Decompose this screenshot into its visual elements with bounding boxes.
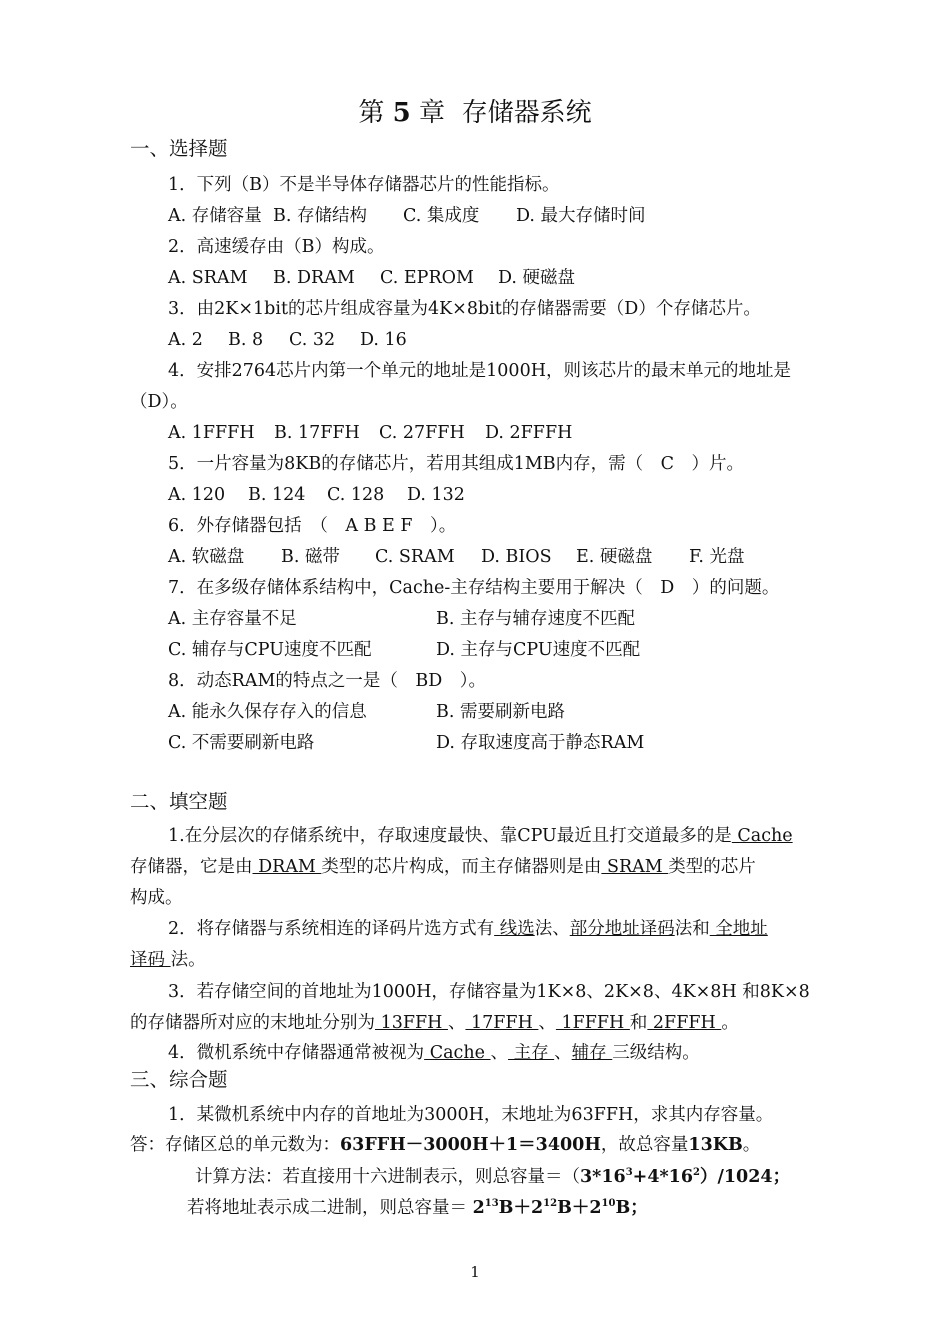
question-2-options (168, 266, 575, 290)
text: 。 (721, 1013, 739, 1033)
question-4-continued: （D）。 (130, 392, 188, 412)
answer-capacity: 13KB (688, 1135, 743, 1155)
answer-blank: 译码 (130, 950, 171, 970)
question-7: 7．在多级存储体系结构中，Cache-主存结构主要用于解决（ D ）的问题。 (168, 578, 780, 598)
section-heading-comprehensive: 三、综合题 (130, 1068, 228, 1091)
question-8-option-b: B. 需要刷新电路 (436, 702, 565, 722)
option: B. 17FFH (274, 423, 360, 443)
answer-blank: 2FFFH (647, 1013, 722, 1033)
option: B. 存储结构 (273, 206, 367, 226)
fill-1-line-2 (130, 855, 756, 879)
answer-blank: 1FFFH (555, 1013, 630, 1033)
option: A. SRAM (168, 268, 248, 288)
answer-blank: 主存 (508, 1043, 555, 1063)
text: 法和 (674, 919, 710, 939)
option: D. 132 (407, 485, 465, 505)
fill-3-line-1: 3．若存储空间的首地址为1000H，存储容量为1K×8、2K×8、4K×8H 和8K×8 (168, 982, 810, 1002)
comprehensive-question-1: 1．某微机系统中内存的首地址为3000H，末地址为63FFH，求其内存容量。 (168, 1105, 774, 1125)
question-5-options (168, 483, 465, 507)
title-chapter-number: 5 (392, 98, 411, 128)
option: B. 124 (248, 485, 306, 505)
option: E. 硬磁盘 (576, 547, 653, 567)
page-title (0, 96, 950, 130)
question-8-option-d: D. 存取速度高于静态RAM (436, 733, 645, 753)
question-3: 3．由2K×1bit的芯片组成容量为4K×8bit的存储器需要（D）个存储芯片。 (168, 299, 761, 319)
answer-blank: Cache (731, 826, 793, 846)
answer-blank: 13FFH (375, 1013, 448, 1033)
text: 存储器，它是由 (130, 857, 253, 877)
formula: ）/1024 (699, 1167, 773, 1187)
answer-blank: Cache (424, 1043, 491, 1063)
answer-blank: 全地址 (709, 919, 768, 939)
question-8-option-a: A. 能永久保存存入的信息 (168, 702, 367, 722)
option: D. 最大存储时间 (516, 206, 646, 226)
question-8-option-c: C. 不需要刷新电路 (168, 733, 315, 753)
title-prefix: 第 (358, 98, 385, 128)
option: C. 128 (327, 485, 385, 505)
answer-blank: 线选 (494, 919, 535, 939)
text: 4．微机系统中存储器通常被视为 (168, 1043, 425, 1063)
option: C. EPROM (380, 268, 474, 288)
formula: B＋2 (557, 1198, 602, 1218)
exponent: 12 (543, 1198, 558, 1210)
option: A. 软磁盘 (168, 547, 245, 567)
page-number: 1 (470, 1263, 480, 1281)
section-heading-fill: 二、填空题 (130, 790, 228, 813)
answer-blank: SRAM (601, 857, 669, 877)
exponent: 3 (625, 1167, 633, 1179)
question-1-options (168, 204, 646, 228)
fill-2-line-1 (168, 917, 768, 941)
text: 和 (629, 1013, 648, 1033)
option: D. 2FFFH (485, 423, 573, 443)
question-5: 5．一片容量为8KB的存储芯片，若用其组成1MB内存，需（ C ）片。 (168, 454, 745, 474)
option: A. 存储容量 (168, 206, 262, 226)
text: 答：存储区总的单元数为： (130, 1135, 340, 1155)
option: D. 硬磁盘 (498, 268, 576, 288)
fill-3-line-2 (130, 1011, 739, 1035)
text: 、 (490, 1043, 509, 1063)
text: 的存储器所对应的末地址分别为 (130, 1013, 375, 1033)
question-7-option-c: C. 辅存与CPU速度不匹配 (168, 640, 372, 660)
question-1: 1．下列（B）不是半导体存储器芯片的性能指标。 (168, 175, 560, 195)
text: ； (630, 1198, 648, 1218)
text: 、 (554, 1043, 572, 1063)
formula: B＋2 (498, 1198, 544, 1218)
text: 类型的芯片 (668, 857, 756, 877)
question-8: 8．动态RAM的特点之一是（ BD ）。 (168, 671, 487, 691)
calc-binary-line (187, 1196, 648, 1220)
fill-4 (168, 1041, 700, 1065)
section-heading-choice: 一、选择题 (130, 137, 228, 160)
answer-blank: 辅存 (571, 1043, 613, 1063)
text: 计算方法：若直接用十六进制表示，则总容量＝（ (195, 1167, 580, 1187)
answer-line (130, 1133, 760, 1157)
question-3-options (168, 328, 407, 352)
question-7-option-d: D. 主存与CPU速度不匹配 (436, 640, 641, 660)
option: D. BIOS (481, 547, 552, 567)
text: 。 (742, 1135, 761, 1155)
text: 、 (447, 1013, 466, 1033)
option: B. 8 (228, 330, 264, 350)
text: 若将地址表示成二进制，则总容量＝ (187, 1198, 473, 1218)
formula: 2 (472, 1198, 485, 1218)
text: 三级结构。 (612, 1043, 700, 1063)
text: ，故总容量 (600, 1135, 689, 1155)
answer-blank: DRAM (252, 857, 322, 877)
text: 、 (538, 1013, 556, 1033)
question-6-options (168, 545, 745, 569)
option: A. 120 (168, 485, 226, 505)
calc-hex-line (195, 1165, 790, 1189)
option: C. SRAM (375, 547, 455, 567)
question-4: 4．安排2764芯片内第一个单元的地址是1000H，则该芯片的最末单元的地址是 (168, 361, 791, 381)
question-4-options (168, 421, 572, 445)
formula: B (615, 1198, 631, 1218)
option: B. DRAM (273, 268, 355, 288)
option: C. 32 (289, 330, 336, 350)
question-6: 6．外存储器包括 （ A B E F ）。 (168, 516, 457, 536)
option: D. 16 (360, 330, 407, 350)
fill-1-line-3: 构成。 (130, 888, 183, 908)
option: A. 1FFFH (168, 423, 255, 443)
exponent: 13 (484, 1198, 499, 1210)
formula: 3*16 (580, 1167, 626, 1187)
answer-formula: 63FFH－3000H＋1＝3400H (340, 1135, 601, 1155)
fill-2-line-2 (130, 948, 206, 972)
answer-blank: 17FFH (465, 1013, 539, 1033)
question-7-option-b: B. 主存与辅存速度不匹配 (436, 609, 635, 629)
text: ； (772, 1167, 791, 1187)
text: 类型的芯片构成，而主存储器则是由 (321, 857, 602, 877)
option: A. 2 (168, 330, 203, 350)
fill-1-line-1 (168, 824, 793, 848)
text: 1.在分层次的存储系统中，存取速度最快、靠CPU最近且打交道最多的是 (168, 826, 732, 846)
answer-blank: 部分地址译码 (569, 919, 675, 939)
option: C. 27FFH (379, 423, 465, 443)
text: 2．将存储器与系统相连的译码片选方式有 (168, 919, 495, 939)
option: C. 集成度 (403, 206, 480, 226)
option: B. 磁带 (281, 547, 340, 567)
exponent: 10 (601, 1198, 616, 1210)
title-suffix: 章 (419, 98, 446, 128)
question-7-option-a: A. 主存容量不足 (168, 609, 297, 629)
text: 法、 (534, 919, 570, 939)
formula: +4*16 (632, 1167, 694, 1187)
exponent: 2 (693, 1167, 700, 1179)
title-main: 存储器系统 (461, 98, 592, 128)
question-2: 2．高速缓存由（B）构成。 (168, 237, 385, 257)
text: 法。 (170, 950, 206, 970)
option: F. 光盘 (689, 547, 745, 567)
